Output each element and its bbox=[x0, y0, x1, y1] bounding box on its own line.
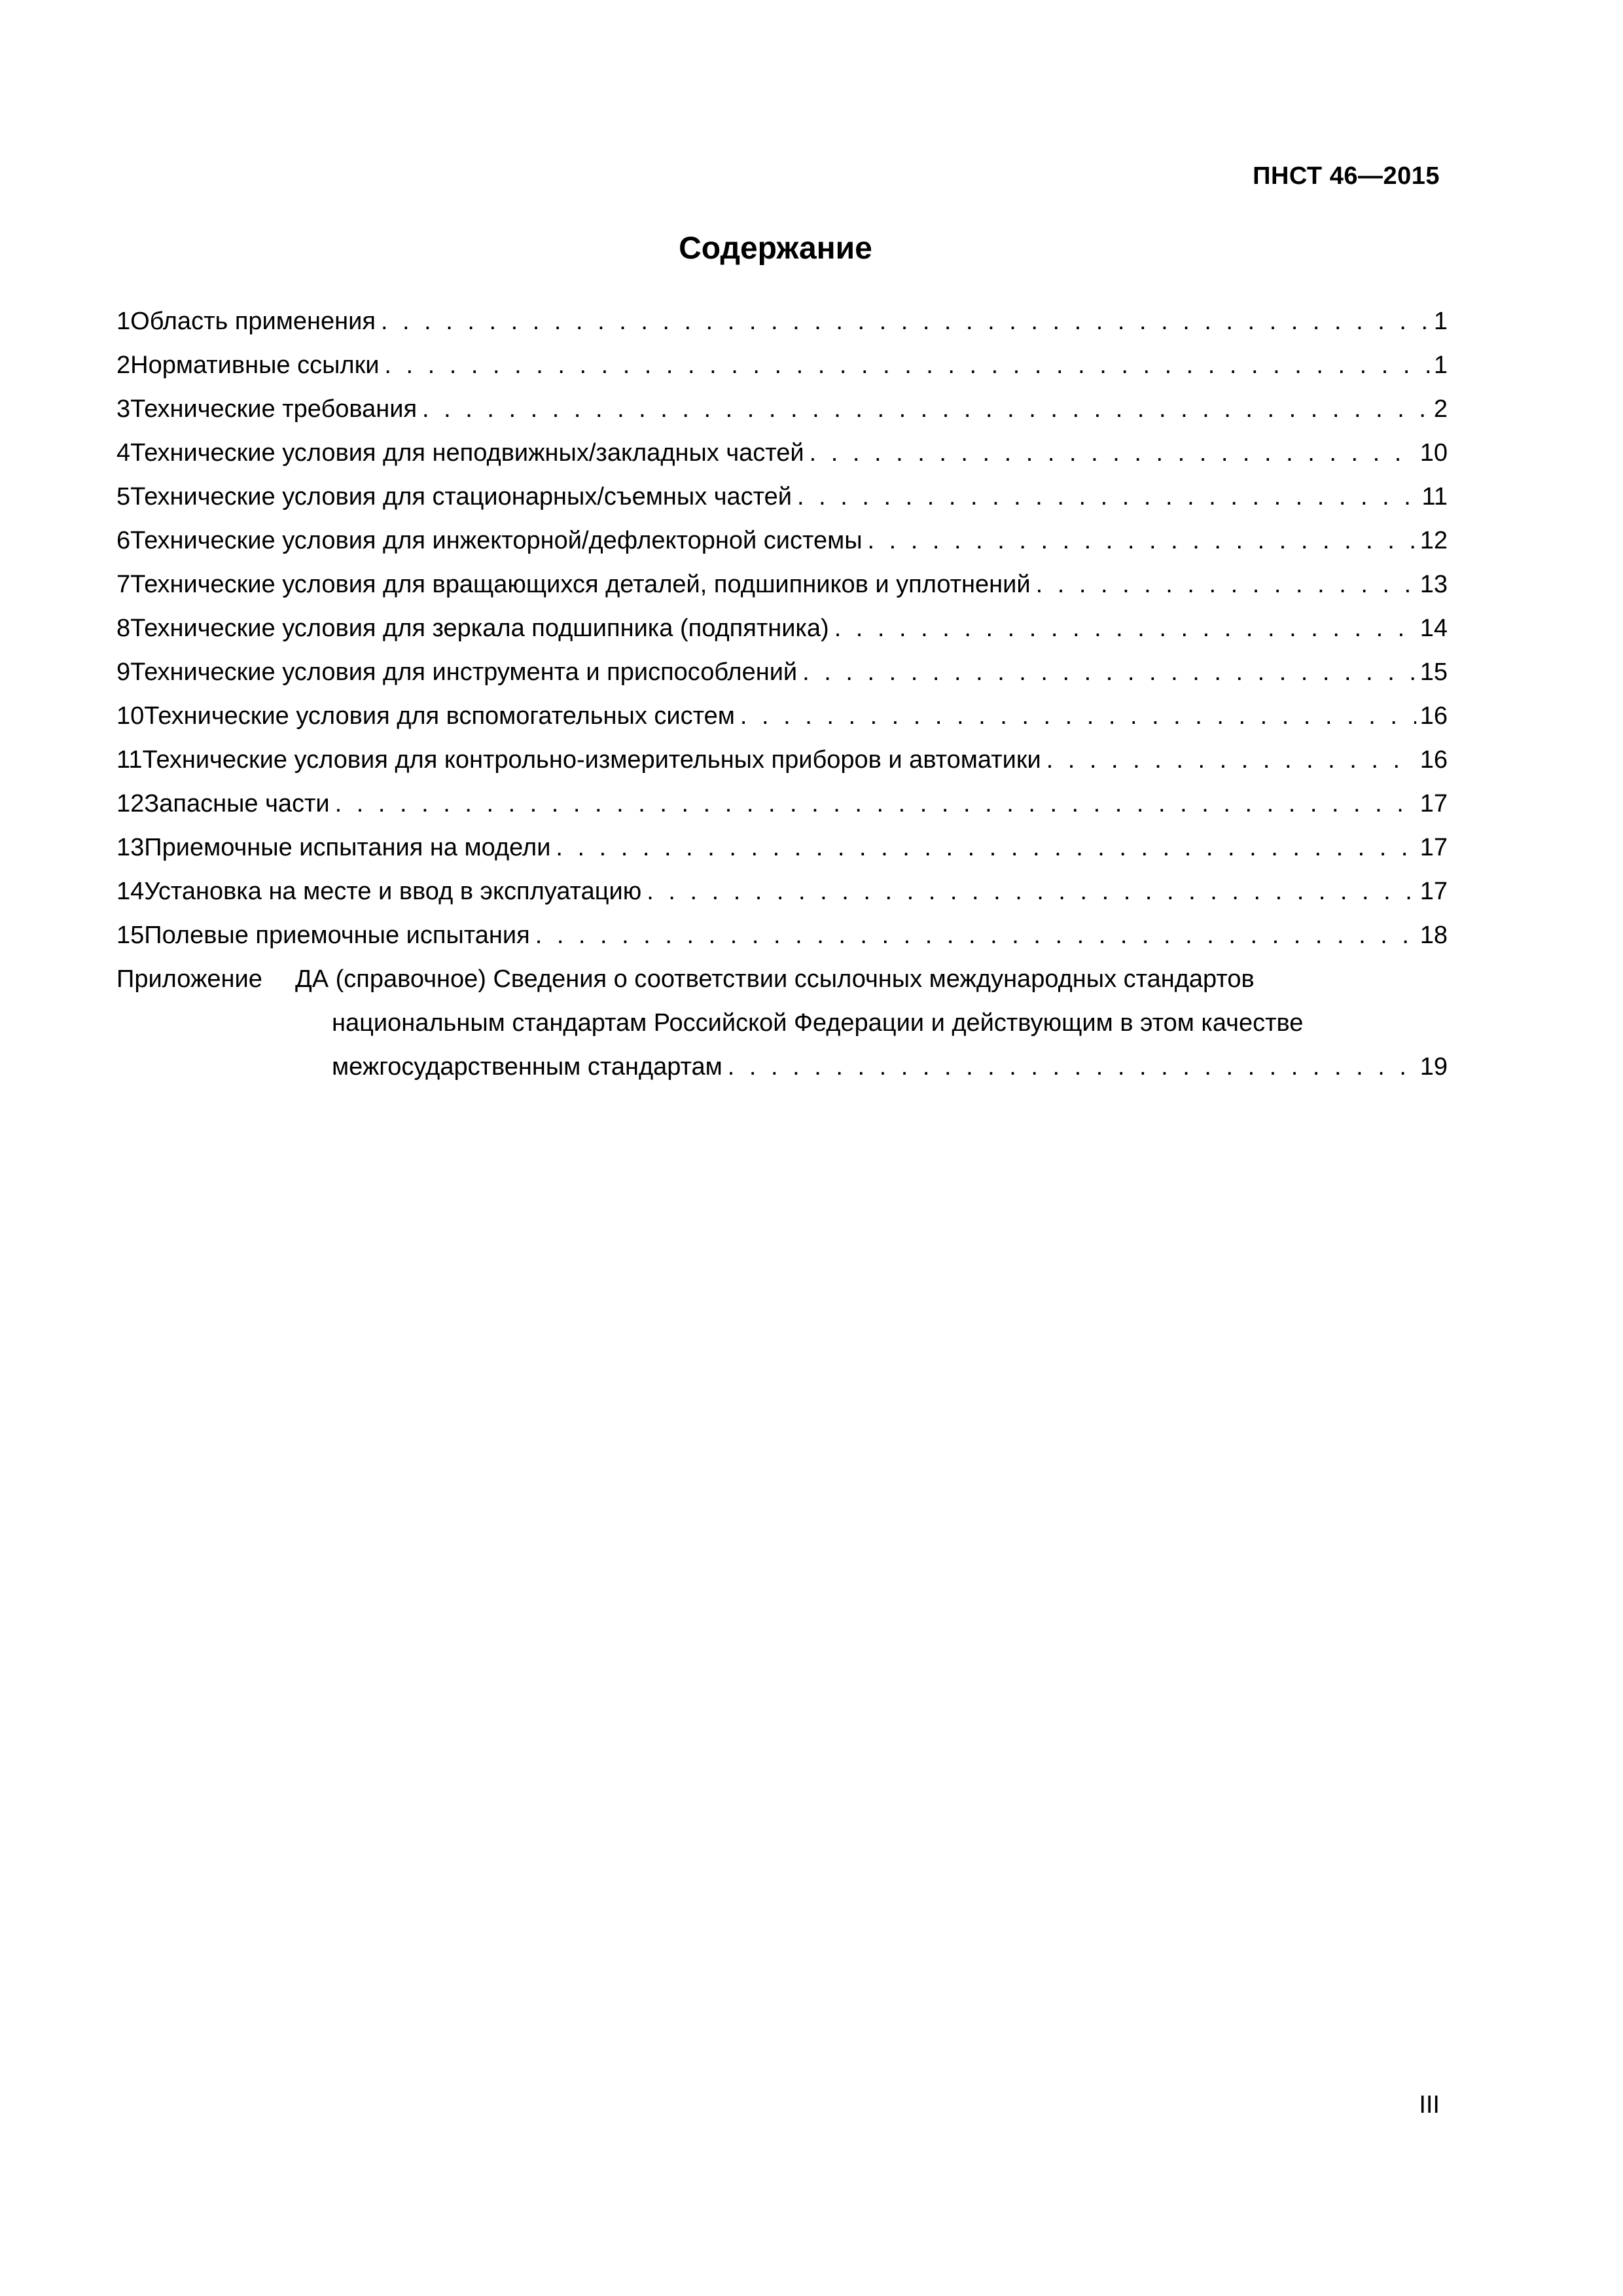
toc-entry-title: Нормативные ссылки bbox=[130, 351, 380, 379]
toc-entry-14[interactable] bbox=[116, 870, 1448, 914]
toc-entry-number: 2 bbox=[116, 351, 131, 379]
toc-entry-number: 10 bbox=[116, 702, 145, 730]
toc-entry-page: 16 bbox=[1419, 746, 1448, 774]
toc-entry-13[interactable] bbox=[116, 826, 1448, 870]
toc-entry-title: Приемочные испытания на модели bbox=[144, 834, 551, 861]
toc-entry-page: 16 bbox=[1419, 702, 1448, 730]
toc-entry-1[interactable] bbox=[116, 300, 1448, 344]
dot-leader bbox=[802, 651, 1416, 694]
page-number: III bbox=[1419, 2091, 1440, 2119]
toc-entry-title: Полевые приемочные испытания bbox=[144, 922, 530, 949]
toc-entry-page: 13 bbox=[1419, 571, 1448, 598]
toc-entry-number: 3 bbox=[116, 395, 131, 423]
toc-entry-number: 6 bbox=[116, 527, 131, 554]
toc-entry-title: Технические условия для инструмента и приспособлений bbox=[130, 658, 798, 686]
toc-entry-15[interactable] bbox=[116, 914, 1448, 958]
toc-entry-10[interactable] bbox=[116, 694, 1448, 738]
toc-entry-title: Технические требования bbox=[130, 395, 418, 423]
toc-entry-number: 9 bbox=[116, 658, 131, 686]
dot-leader bbox=[810, 431, 1416, 475]
dot-leader bbox=[647, 870, 1416, 914]
dot-leader bbox=[556, 826, 1416, 870]
dot-leader bbox=[381, 300, 1430, 344]
toc-entry-page: 19 bbox=[1419, 1053, 1448, 1081]
dot-leader bbox=[797, 475, 1418, 519]
toc-entry-title: Технические условия для неподвижных/закладных частей bbox=[130, 439, 804, 467]
toc-entry-number: 1 bbox=[116, 308, 131, 335]
toc-entry-page: 17 bbox=[1419, 790, 1448, 817]
toc-entry-2[interactable] bbox=[116, 344, 1448, 387]
toc-entry-title: Установка на месте и ввод в эксплуатацию bbox=[144, 878, 642, 905]
toc-entry-number: 14 bbox=[116, 878, 145, 905]
dot-leader bbox=[728, 1045, 1416, 1089]
toc-entry-page: 12 bbox=[1419, 527, 1448, 554]
document-code: ПНСТ 46—2015 bbox=[1253, 162, 1440, 190]
dot-leader bbox=[868, 519, 1416, 563]
dot-leader bbox=[422, 387, 1430, 431]
appendix-title-line3: межгосударственным стандартам bbox=[332, 1053, 722, 1081]
toc-entry-11[interactable] bbox=[116, 738, 1448, 782]
appendix-title-line2: национальным стандартам Российской Федерации и действующим в этом качестве bbox=[332, 1009, 1304, 1037]
toc-entry-9[interactable] bbox=[116, 651, 1448, 694]
toc-entry-title: Область применения bbox=[130, 308, 376, 335]
toc-entry-7[interactable] bbox=[116, 563, 1448, 607]
toc-entry-page: 17 bbox=[1419, 878, 1448, 905]
toc-entry-number: 7 bbox=[116, 571, 131, 598]
toc-entry-page: 11 bbox=[1421, 483, 1448, 511]
toc-entry-12[interactable] bbox=[116, 782, 1448, 826]
toc-entry-4[interactable] bbox=[116, 431, 1448, 475]
toc-entry-number: 8 bbox=[116, 615, 131, 642]
dot-leader bbox=[535, 914, 1416, 958]
toc-entry-number: 13 bbox=[116, 834, 145, 861]
toc-entry-page: 1 bbox=[1433, 308, 1448, 335]
appendix-first-line bbox=[116, 958, 1448, 1001]
dot-leader bbox=[335, 782, 1416, 826]
toc-entry-8[interactable] bbox=[116, 607, 1448, 651]
appendix-label: Приложение bbox=[116, 965, 262, 993]
toc-entry-page: 18 bbox=[1419, 922, 1448, 949]
toc-entry-title: Технические условия для вспомогательных систем bbox=[144, 702, 735, 730]
toc-entry-title: Технические условия для вращающихся деталей, подшипников и уплотнений bbox=[130, 571, 1031, 598]
toc-entry-page: 1 bbox=[1433, 351, 1448, 379]
toc-entry-title: Технические условия для контрольно-измерительных приборов и автоматики bbox=[142, 746, 1041, 774]
dot-leader bbox=[1046, 738, 1416, 782]
dot-leader bbox=[834, 607, 1416, 651]
toc-entry-6[interactable] bbox=[116, 519, 1448, 563]
table-of-contents bbox=[116, 300, 1448, 1089]
toc-entry-number: 4 bbox=[116, 439, 131, 467]
dot-leader bbox=[384, 344, 1429, 387]
toc-entry-number: 12 bbox=[116, 790, 145, 817]
toc-entry-number: 15 bbox=[116, 922, 145, 949]
toc-entry-5[interactable] bbox=[116, 475, 1448, 519]
toc-entry-page: 17 bbox=[1419, 834, 1448, 861]
toc-entry-number: 5 bbox=[116, 483, 131, 511]
appendix-last-line bbox=[116, 1045, 1448, 1089]
toc-entry-page: 15 bbox=[1419, 658, 1448, 686]
dot-leader bbox=[740, 694, 1416, 738]
toc-entry-title: Запасные части bbox=[144, 790, 330, 817]
toc-entry-title: Технические условия для стационарных/съемных частей bbox=[130, 483, 793, 511]
toc-entry-title: Технические условия для инжекторной/дефлекторной системы bbox=[130, 527, 863, 554]
toc-entry-title: Технические условия для зеркала подшипника (подпятника) bbox=[130, 615, 829, 642]
toc-entry-number: 11 bbox=[116, 746, 143, 774]
dot-leader bbox=[1036, 563, 1416, 607]
appendix-title-line1: ДА (справочное) Сведения о соответствии ссылочных международных стандартов bbox=[295, 965, 1255, 993]
toc-entry-page: 10 bbox=[1419, 439, 1448, 467]
toc-entry-page: 14 bbox=[1419, 615, 1448, 642]
page-title: Содержание bbox=[679, 231, 872, 266]
toc-entry-3[interactable] bbox=[116, 387, 1448, 431]
toc-appendix-entry[interactable] bbox=[116, 958, 1448, 1089]
toc-entry-page: 2 bbox=[1433, 395, 1448, 423]
